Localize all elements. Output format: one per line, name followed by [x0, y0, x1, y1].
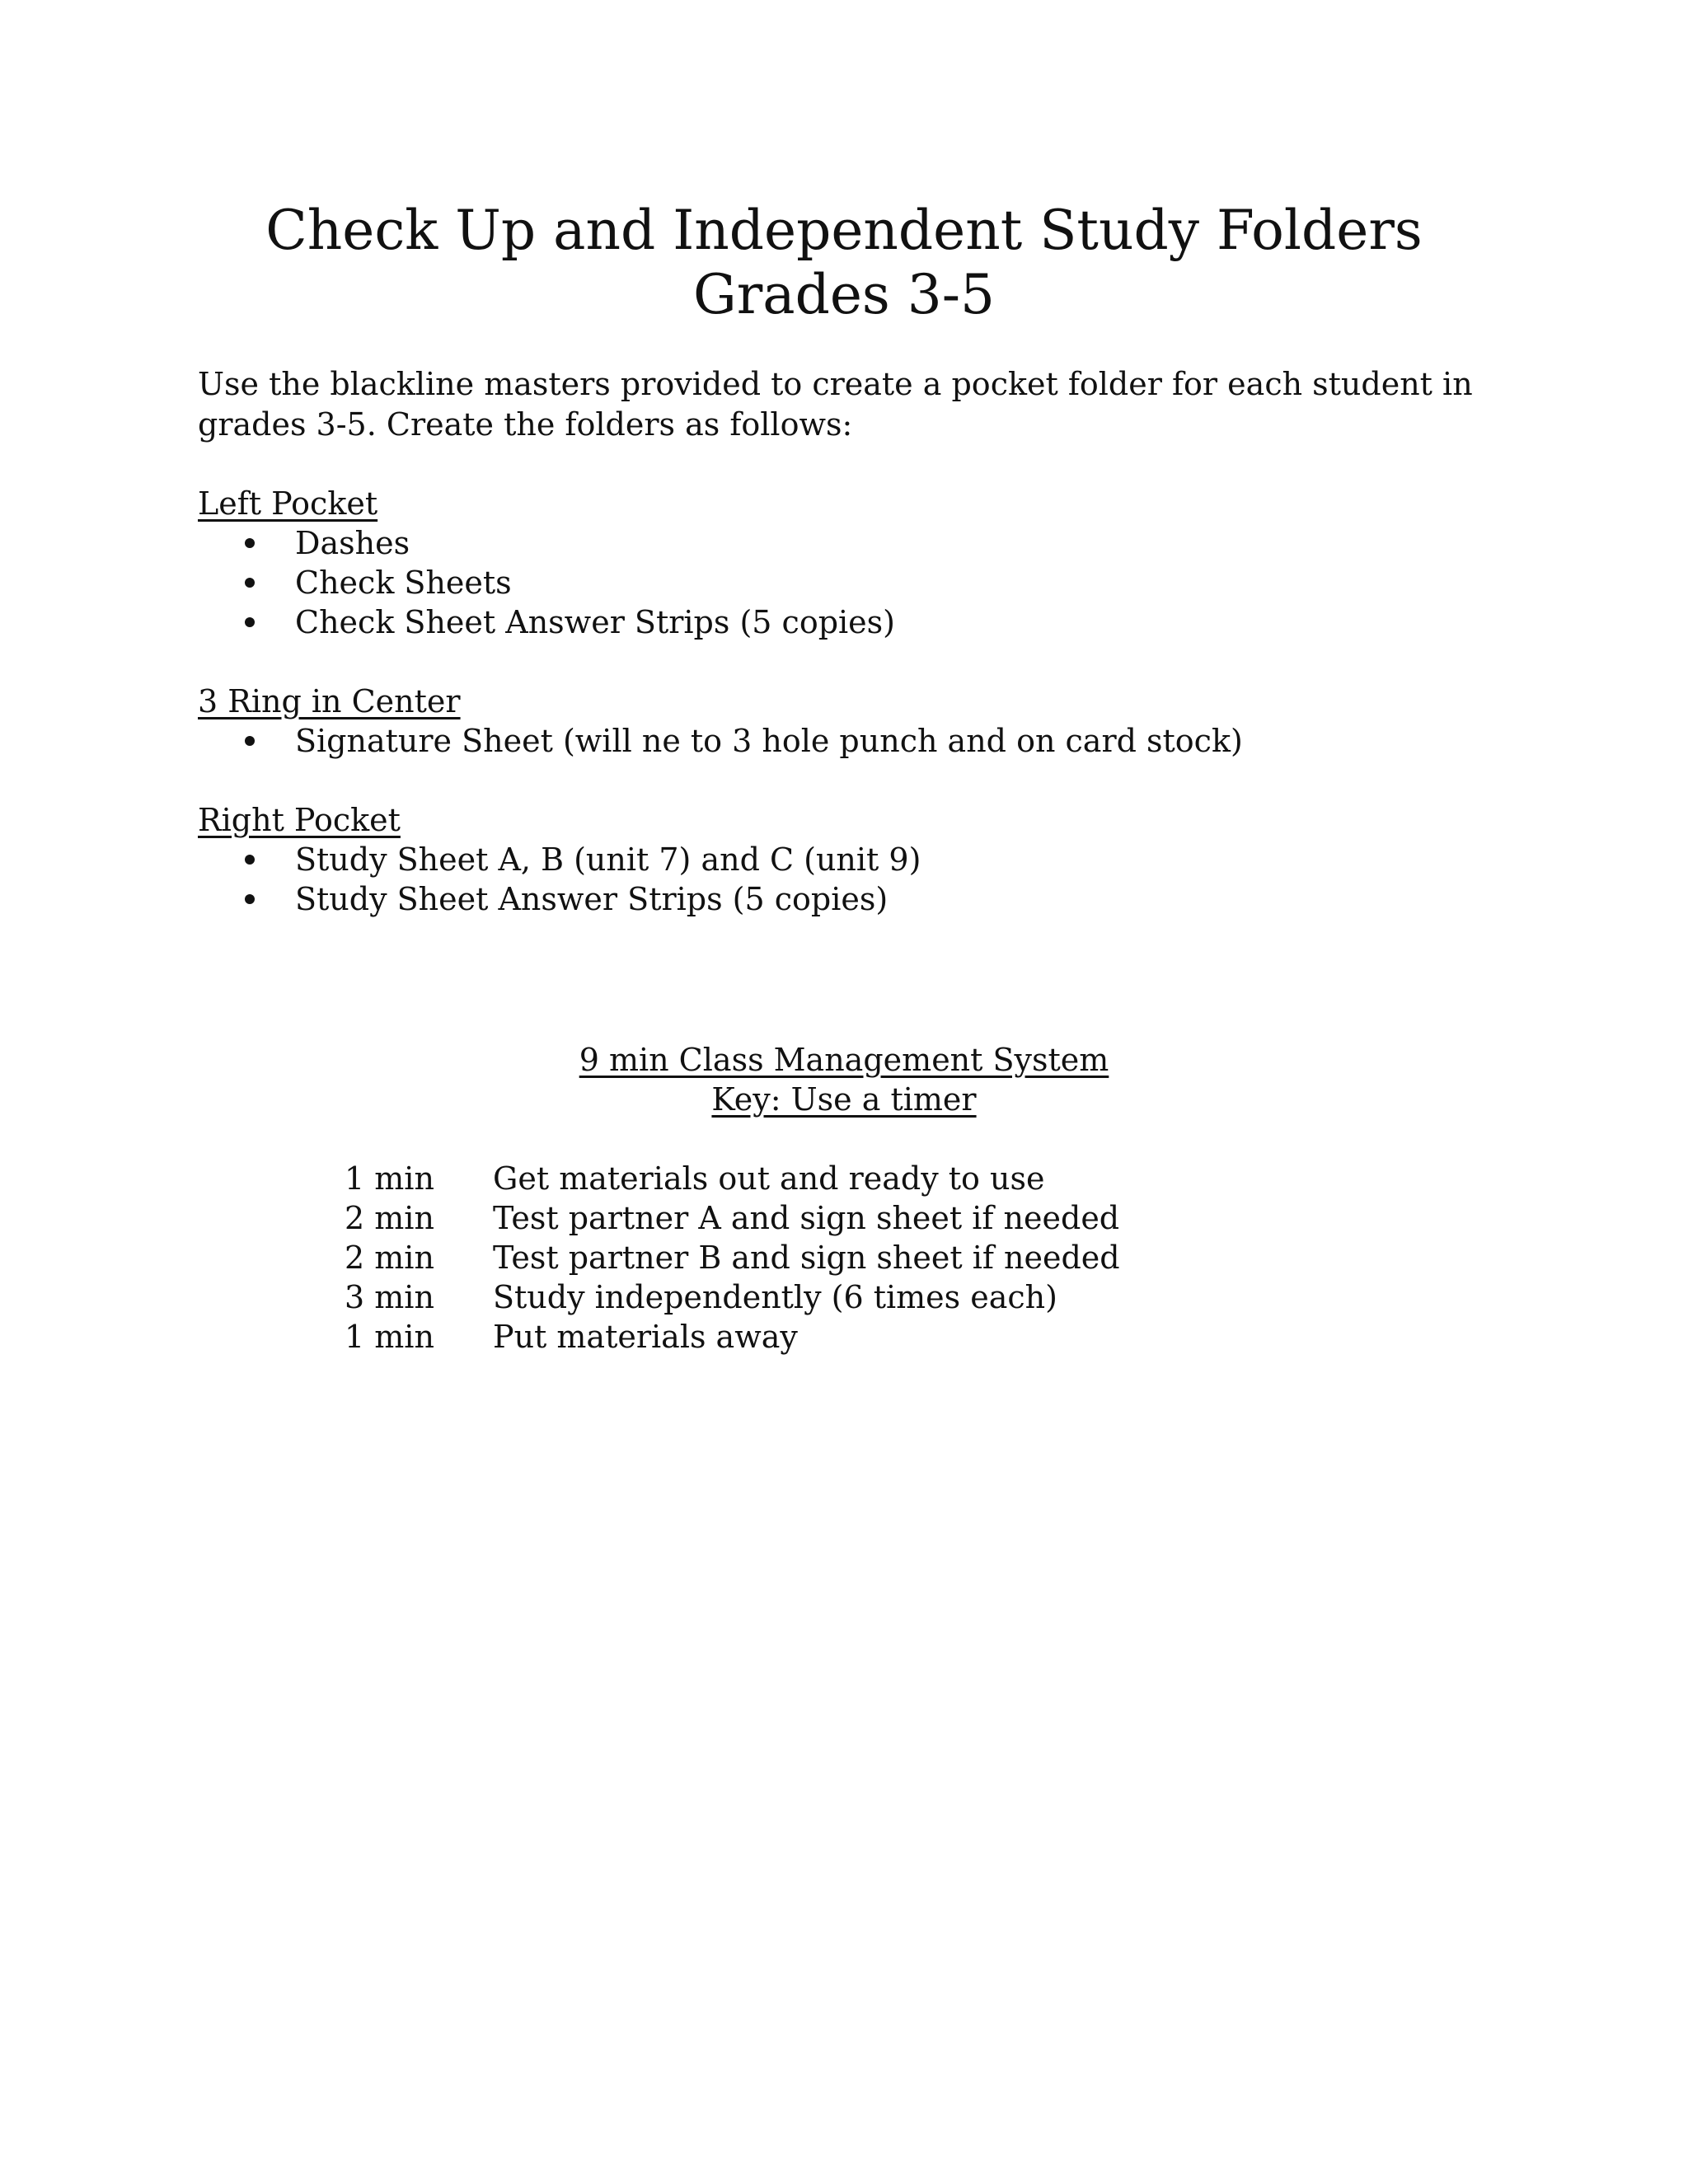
- section-heading-left-pocket: Left Pocket: [198, 485, 378, 522]
- schedule-task: Test partner A and sign sheet if needed: [493, 1200, 1120, 1236]
- management-heading: 9 min Class Management System: [579, 1042, 1109, 1078]
- schedule-time: 2 min: [345, 1200, 434, 1236]
- schedule-time: 1 min: [345, 1319, 434, 1355]
- list-item: [244, 523, 895, 563]
- bullet-icon: [244, 840, 256, 879]
- bullet-icon: [244, 879, 256, 919]
- list-item: [244, 563, 895, 602]
- list-item-text: Study Sheet Answer Strips (5 copies): [295, 881, 889, 917]
- schedule-time: 2 min: [345, 1240, 434, 1276]
- schedule-time: 3 min: [345, 1279, 434, 1315]
- section-heading-3-ring: 3 Ring in Center: [198, 683, 461, 719]
- bullet-icon: [244, 602, 256, 642]
- bullet-icon: [244, 721, 256, 761]
- list-item-text: Check Sheets: [295, 565, 512, 601]
- management-subheading: Key: Use a timer: [711, 1081, 977, 1118]
- list-item-text: Check Sheet Answer Strips (5 copies): [295, 604, 895, 640]
- list-item: [244, 721, 1243, 761]
- list-item: [244, 602, 895, 642]
- page-title: Check Up and Independent Study Folders: [265, 199, 1423, 262]
- section-heading-right-pocket: Right Pocket: [198, 802, 401, 838]
- list-item: [244, 840, 921, 879]
- schedule-row: [345, 1317, 1120, 1357]
- schedule-task: Test partner B and sign sheet if needed: [493, 1240, 1120, 1276]
- schedule-task: Study independently (6 times each): [493, 1279, 1057, 1315]
- schedule-task: Put materials away: [493, 1319, 798, 1355]
- schedule-time: 1 min: [345, 1160, 434, 1197]
- schedule-row: [345, 1198, 1120, 1238]
- schedule-task: Get materials out and ready to use: [493, 1160, 1045, 1197]
- schedule-table: [345, 1159, 1120, 1357]
- list-item-text: Dashes: [295, 525, 410, 561]
- list-item-text: Study Sheet A, B (unit 7) and C (unit 9): [295, 841, 921, 878]
- bullet-icon: [244, 563, 256, 602]
- list-item-text: Signature Sheet (will ne to 3 hole punch and on card stock): [295, 723, 1243, 759]
- intro-paragraph: Use the blackline masters provided to create a pocket folder for each student in grades 3-5. Create the folders as follows:: [198, 366, 1473, 443]
- schedule-row: [345, 1159, 1120, 1198]
- schedule-row: [345, 1238, 1120, 1277]
- right-pocket-list: [244, 840, 921, 919]
- schedule-row: [345, 1277, 1120, 1317]
- bullet-icon: [244, 523, 256, 563]
- left-pocket-list: [244, 523, 895, 642]
- list-item: [244, 879, 921, 919]
- page-subtitle: Grades 3-5: [692, 263, 996, 326]
- ring-center-list: [244, 721, 1243, 761]
